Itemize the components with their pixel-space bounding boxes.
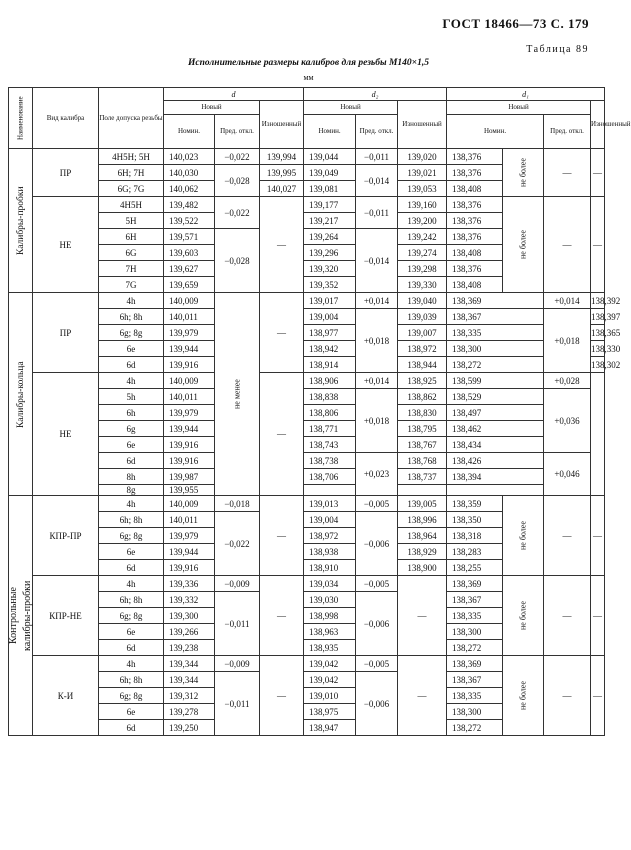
col-header-nom: Номин. [304,115,356,149]
field-cell: 6g; 8g [99,325,164,341]
kind-label: КПР-ПР [33,496,99,576]
dash: — [260,656,304,736]
d2-worn: 138,768 [398,453,447,469]
field-cell: 6d [99,453,164,469]
group-label: Калибры-пробки [9,149,33,293]
d-nom: 139,944 [164,341,215,357]
d2-nom: 138,942 [304,341,356,357]
field-cell: 7H [99,261,164,277]
d2-nom: 139,296 [304,245,356,261]
field-cell: 8g [99,485,164,496]
d1-nom: 138,376 [447,149,503,165]
d-nom: 139,955 [164,485,215,496]
kind-label: ПР [33,293,99,373]
field-cell: 6h [99,405,164,421]
d2-worn: 138,900 [398,560,447,576]
d2-nom: 139,044 [304,149,356,165]
d1-nom: 138,599 [447,373,544,389]
d1-nom: 138,350 [447,512,503,528]
ne-bolee-note: не более [503,149,544,197]
d-nom: 139,916 [164,560,215,576]
d-nom: 139,916 [164,437,215,453]
d2-worn: 139,007 [398,325,447,341]
col-header-nom: Номин. [447,115,544,149]
d-nom: 139,979 [164,528,215,544]
field-cell: 6g; 8g [99,688,164,704]
field-cell: 6G; 7G [99,181,164,197]
d2-dev: +0,023 [356,453,398,496]
d2-worn: 138,972 [398,341,447,357]
d2-nom: 139,034 [304,576,356,592]
field-cell: 6H [99,229,164,245]
d1-nom: 138,255 [447,560,503,576]
d1-nom: 138,367 [447,672,503,688]
col-header-field: Поле допуска резьбы [99,88,164,149]
d1-nom: 138,272 [447,357,544,373]
d2-nom: 138,977 [304,325,356,341]
kind-label: НЕ [33,373,99,496]
d2-worn: 138,925 [398,373,447,389]
d2-nom: 138,938 [304,544,356,560]
d2-nom: 139,320 [304,261,356,277]
d2-worn: 139,200 [398,213,447,229]
field-cell: 4H5H [99,197,164,213]
d-dev: −0,022 [215,197,260,229]
d1-nom: 138,300 [447,624,503,640]
d2-nom: 139,081 [304,181,356,197]
d2-nom: 139,264 [304,229,356,245]
d-worn: 140,027 [260,181,304,197]
d1-nom: 138,335 [447,608,503,624]
empty-cell [398,485,447,496]
d2-worn: 138,737 [398,469,447,485]
d2-nom: 138,771 [304,421,356,437]
field-cell: 6e [99,704,164,720]
d2-worn: 138,830 [398,405,447,421]
d2-nom: 138,963 [304,624,356,640]
d2-worn: 138,929 [398,544,447,560]
d1-nom: 138,529 [447,389,544,405]
d1-nom: 138,335 [447,325,544,341]
d2-worn: 139,053 [398,181,447,197]
d2-nom: 138,947 [304,720,356,736]
d-nom: 139,336 [164,576,215,592]
unit-label: мм [303,73,314,82]
d1-nom: 138,408 [447,245,503,261]
col-header-new: Новый [447,101,591,115]
d2-dev: +0,018 [356,389,398,453]
d-nom: 139,944 [164,421,215,437]
d2-dev: −0,005 [356,496,398,512]
field-cell: 6g [99,421,164,437]
d2-nom: 138,743 [304,437,356,453]
dash: — [398,656,447,736]
table-number: Таблица 89 [526,44,589,55]
d1-nom: 138,434 [447,437,544,453]
d-nom: 139,522 [164,213,215,229]
d2-worn: 139,242 [398,229,447,245]
d2-nom: 139,004 [304,309,356,325]
dash: — [591,576,605,656]
col-header-pred: Пред. откл. [356,115,398,149]
d2-dev: −0,011 [356,197,398,229]
group-label-line: Контрольные [7,587,19,644]
field-cell: 6h; 8h [99,592,164,608]
field-cell: 4h [99,373,164,389]
col-header-d1: d₁ [447,88,605,101]
d2-worn: 138,795 [398,421,447,437]
field-cell: 5h [99,389,164,405]
d2-worn: 138,767 [398,437,447,453]
d1-nom: 138,367 [447,309,544,325]
d2-nom: 139,042 [304,672,356,688]
d-nom: 139,979 [164,325,215,341]
d1-nom: 138,300 [447,704,503,720]
d2-worn: 138,996 [398,512,447,528]
d-worn: 139,995 [260,165,304,181]
field-cell: 6H; 7H [99,165,164,181]
d2-nom: 138,706 [304,469,356,485]
d2-dev: −0,006 [356,592,398,656]
empty-cell [304,485,356,496]
dash: — [591,656,605,736]
d2-nom: 139,013 [304,496,356,512]
d-nom: 140,030 [164,165,215,181]
d1-nom: 138,272 [447,720,503,736]
d-worn: 139,994 [260,149,304,165]
ne-bolee-note: не более [503,496,544,576]
d2-dev: −0,014 [356,165,398,197]
group-label: Калибры-кольца [9,293,33,496]
d1-nom: 138,318 [447,528,503,544]
d1-nom: 138,462 [447,421,544,437]
dash: — [260,197,304,293]
dash: — [544,197,591,293]
d2-nom: 138,975 [304,704,356,720]
d1-nom: 138,369 [447,576,503,592]
d1-worn: 138,397 [591,309,605,325]
d1-nom: 138,394 [447,469,544,485]
d-nom: 139,250 [164,720,215,736]
col-header-d2: d₂ [304,88,447,101]
d-nom: 140,011 [164,309,215,325]
d2-nom: 138,738 [304,453,356,469]
d2-nom: 139,004 [304,512,356,528]
d-nom: 139,659 [164,277,215,293]
empty-cell [591,373,605,496]
d-nom: 139,266 [164,624,215,640]
d1-dev: +0,018 [544,309,591,373]
field-cell: 6e [99,341,164,357]
d-nom: 139,603 [164,245,215,261]
d1-nom: 138,497 [447,405,544,421]
kind-label: ПР [33,149,99,197]
group-label [9,496,33,736]
d1-nom: 138,376 [447,213,503,229]
col-header-pred: Пред. откл. [215,115,260,149]
field-cell: 6e [99,437,164,453]
d-nom: 140,023 [164,149,215,165]
d1-nom: 138,367 [447,592,503,608]
d-nom: 140,011 [164,512,215,528]
d2-nom: 139,049 [304,165,356,181]
field-cell: 4h [99,656,164,672]
d2-nom: 139,017 [304,293,356,309]
d-nom: 139,332 [164,592,215,608]
d2-nom: 138,935 [304,640,356,656]
d-nom: 140,009 [164,496,215,512]
dash: — [591,149,605,197]
d1-nom: 138,369 [447,656,503,672]
field-cell: 6h; 8h [99,672,164,688]
d-nom: 139,627 [164,261,215,277]
d2-worn: 139,005 [398,496,447,512]
field-cell: 6g; 8g [99,608,164,624]
field-cell: 6d [99,640,164,656]
field-cell: 6d [99,720,164,736]
ne-bolee-note: не более [503,197,544,293]
d-nom: 139,916 [164,357,215,373]
d1-nom: 138,426 [447,453,544,469]
d-nom: 139,344 [164,656,215,672]
d2-worn: 138,862 [398,389,447,405]
field-cell: 5H [99,213,164,229]
d-nom: 140,009 [164,293,215,309]
kind-label: К-И [33,656,99,736]
dash: — [260,496,304,576]
d-dev: −0,011 [215,592,260,656]
d2-dev: −0,006 [356,672,398,736]
d2-worn: 139,040 [398,293,447,309]
d2-dev: −0,006 [356,512,398,576]
dash: — [591,197,605,293]
d2-dev: −0,005 [356,576,398,592]
d-nom: 139,278 [164,704,215,720]
d-nom: 140,011 [164,389,215,405]
dash: — [260,373,304,496]
d2-nom: 139,042 [304,656,356,672]
col-header-nom: Номин. [164,115,215,149]
d-nom: 139,482 [164,197,215,213]
d-nom: 139,979 [164,405,215,421]
data-table [7,87,631,736]
d-nom: 139,300 [164,608,215,624]
d2-nom: 138,998 [304,608,356,624]
field-cell: 6G [99,245,164,261]
d2-nom: 139,177 [304,197,356,213]
d-dev: −0,009 [215,656,260,672]
d2-dev: +0,018 [356,309,398,373]
d2-dev: −0,014 [356,229,398,293]
d2-dev: +0,014 [356,373,398,389]
dash: — [591,496,605,576]
d1-nom: 138,272 [447,640,503,656]
d2-dev: +0,014 [356,293,398,309]
d2-dev: −0,005 [356,656,398,672]
d-dev: −0,018 [215,496,260,512]
d2-nom: 138,906 [304,373,356,389]
page-header: ГОСТ 18466—73 С. 179 [442,16,589,31]
d2-nom: 138,806 [304,405,356,421]
field-cell: 8h [99,469,164,485]
dash: — [544,149,591,197]
d1-nom: 138,369 [447,293,544,309]
empty-cell [447,485,544,496]
dash: — [544,576,591,656]
d1-nom: 138,408 [447,277,503,293]
dash: — [260,293,304,373]
table-title: Исполнительные размеры калибров для резьбы М140×1,5 [188,58,429,68]
d1-worn: 138,365 [591,325,605,341]
d-dev: −0,028 [215,229,260,293]
d-dev: −0,022 [215,149,260,165]
d1-dev: +0,036 [544,389,591,453]
col-header-new: Новый [164,101,260,115]
field-cell: 7G [99,277,164,293]
field-cell: 4h [99,496,164,512]
d1-nom: 138,335 [447,688,503,704]
d-nom: 139,571 [164,229,215,245]
d1-worn: 138,302 [591,357,605,373]
dash: — [398,576,447,656]
field-cell: 6h; 8h [99,512,164,528]
kind-label: КПР-НЕ [33,576,99,656]
d-nom: 139,344 [164,672,215,688]
d1-nom: 138,376 [447,229,503,245]
d2-nom: 138,914 [304,357,356,373]
field-cell: 6g; 8g [99,528,164,544]
d2-nom: 139,010 [304,688,356,704]
field-cell: 6d [99,357,164,373]
field-cell: 6e [99,624,164,640]
d1-nom: 138,300 [447,341,544,357]
d-nom: 139,238 [164,640,215,656]
d2-nom: 139,030 [304,592,356,608]
col-header-worn: Изношенный [591,101,605,149]
d2-nom: 139,217 [304,213,356,229]
d-nom: 139,916 [164,453,215,469]
d2-worn: 139,039 [398,309,447,325]
ne-bolee-note: не более [503,576,544,656]
col-header-name: Наименование [9,88,33,149]
d-nom: 139,987 [164,469,215,485]
d1-nom: 138,283 [447,544,503,560]
d1-worn: 138,330 [591,341,605,357]
d1-nom: 138,376 [447,261,503,277]
d2-nom: 138,910 [304,560,356,576]
d1-nom: 138,359 [447,496,503,512]
col-header-pred: Пред. откл. [544,115,591,149]
kind-label: НЕ [33,197,99,293]
d1-nom: 138,376 [447,197,503,213]
dash: — [544,496,591,576]
d2-worn: 139,020 [398,149,447,165]
d2-nom: 139,352 [304,277,356,293]
d1-dev: +0,046 [544,453,591,496]
d1-dev: +0,014 [544,293,591,309]
d1-nom: 138,376 [447,165,503,181]
field-cell: 4h [99,293,164,309]
group-label-line: калибры-пробки [21,580,33,651]
d-dev: −0,011 [215,672,260,736]
field-cell: 6e [99,544,164,560]
col-header-kind: Вид калибра [33,88,99,149]
field-cell: 6d [99,560,164,576]
ne-menee-note: не менее [215,293,260,496]
d1-dev: +0,028 [544,373,591,389]
d1-nom: 138,408 [447,181,503,197]
d2-worn: 139,021 [398,165,447,181]
d-nom: 139,312 [164,688,215,704]
d-dev: −0,022 [215,512,260,576]
d2-nom: 138,838 [304,389,356,405]
d2-dev: −0,011 [356,149,398,165]
col-header-worn: Изношенный [398,101,447,149]
d1-worn: 138,392 [591,293,605,309]
d2-nom: 138,972 [304,528,356,544]
d2-worn: 139,298 [398,261,447,277]
d-dev: −0,028 [215,165,260,197]
col-header-d: d [164,88,304,101]
dash: — [544,656,591,736]
d2-worn: 139,274 [398,245,447,261]
field-cell: 4h [99,576,164,592]
ne-bolee-note: не более [503,656,544,736]
field-cell: 6h; 8h [99,309,164,325]
d-dev: −0,009 [215,576,260,592]
d-nom: 139,944 [164,544,215,560]
d2-worn: 138,964 [398,528,447,544]
col-header-worn: Изношенный [260,101,304,149]
d2-worn: 139,160 [398,197,447,213]
dash: — [260,576,304,656]
col-header-new: Новый [304,101,398,115]
d2-worn: 139,330 [398,277,447,293]
field-cell: 4H5H; 5H [99,149,164,165]
d-nom: 140,062 [164,181,215,197]
d2-worn: 138,944 [398,357,447,373]
d-nom: 140,009 [164,373,215,389]
